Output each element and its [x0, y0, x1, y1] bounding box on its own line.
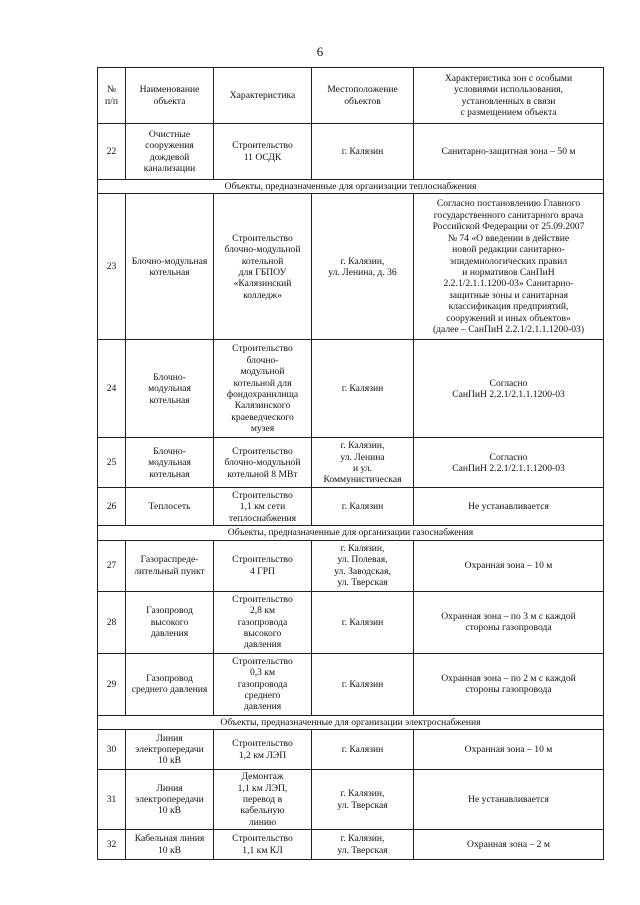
table-row — [98, 730, 604, 770]
table-row — [98, 124, 604, 180]
cell-location: г. Калязин, ул. Тверская — [312, 830, 414, 860]
cell-name: Блочно- модульная котельная — [126, 438, 214, 488]
cell-location: г. Калязин, ул. Ленина и ул. Коммунистическая — [312, 438, 414, 488]
cell-num: 26 — [98, 488, 126, 526]
table-row — [98, 591, 604, 653]
cell-num: 32 — [98, 830, 126, 860]
table-row — [98, 438, 604, 488]
objects-table — [97, 67, 604, 860]
header-name: Наименование объекта — [126, 68, 214, 124]
cell-characteristic: Строительство 1,1 км сети теплоснабжения — [214, 488, 312, 526]
cell-zone: Согласно СанПиН 2.2.1/2.1.1.1200-03 — [414, 438, 604, 488]
cell-name: Теплосеть — [126, 488, 214, 526]
cell-num: 29 — [98, 653, 126, 715]
cell-characteristic: Строительство 11 ОСДК — [214, 124, 312, 180]
cell-characteristic: Строительство 2,8 км газопровода высокого давления — [214, 591, 312, 653]
table-row — [98, 540, 604, 591]
cell-zone: Охранная зона – 10 м — [414, 540, 604, 591]
header-row — [98, 68, 604, 124]
table-row — [98, 653, 604, 715]
section-title: Объекты, предназначенные для организации газоснабжения — [98, 526, 604, 540]
cell-name: Газопровод среднего давления — [126, 653, 214, 715]
cell-name: Кабельная линия 10 кВ — [126, 830, 214, 860]
cell-characteristic: Строительство блочно- модульной котельной для фондохранилища Калязинского краеведческого музея — [214, 340, 312, 438]
section-row — [98, 715, 604, 729]
cell-num: 31 — [98, 770, 126, 830]
cell-zone: Охранная зона – 2 м — [414, 830, 604, 860]
cell-characteristic: Строительство 1,1 км КЛ — [214, 830, 312, 860]
cell-name: Блочно-модульная котельная — [126, 194, 214, 340]
cell-location: г. Калязин — [312, 124, 414, 180]
cell-location: г. Калязин, ул. Полевая, ул. Заводская, ул. Тверская — [312, 540, 414, 591]
cell-zone: Охранная зона – по 3 м с каждой стороны газопровода — [414, 591, 604, 653]
cell-location: г. Калязин — [312, 340, 414, 438]
header-location: Местоположение объектов — [312, 68, 414, 124]
cell-num: 25 — [98, 438, 126, 488]
cell-characteristic: Строительство блочно-модульной котельной 8 МВт — [214, 438, 312, 488]
cell-location: г. Калязин — [312, 488, 414, 526]
cell-zone: Охранная зона – 10 м — [414, 730, 604, 770]
cell-num: 28 — [98, 591, 126, 653]
cell-num: 24 — [98, 340, 126, 438]
cell-characteristic: Строительство 1,2 км ЛЭП — [214, 730, 312, 770]
table-row — [98, 340, 604, 438]
table-row — [98, 830, 604, 860]
cell-location: г. Калязин, ул. Тверская — [312, 770, 414, 830]
cell-zone: Не устанавливается — [414, 770, 604, 830]
cell-location: г. Калязин, ул. Ленина, д. 36 — [312, 194, 414, 340]
cell-location: г. Калязин — [312, 653, 414, 715]
section-title: Объекты, предназначенные для организации теплоснабжения — [98, 180, 604, 194]
cell-name: Линия электропередачи 10 кВ — [126, 770, 214, 830]
table-row — [98, 194, 604, 340]
cell-name: Газораспреде- лительный пункт — [126, 540, 214, 591]
cell-name: Газопровод высокого давления — [126, 591, 214, 653]
cell-num: 22 — [98, 124, 126, 180]
table-row — [98, 770, 604, 830]
table-body — [98, 124, 604, 860]
cell-zone: Согласно постановлению Главного государственного санитарного врача Российской Федерации от 25.09.2007 № 74 «О введении в действие новой редакции санитарно- эпидемиологических правил и нормативов СанПиН 2.2.1/2.1.1.1200-03» Санитарно- защитные зоны и санитарная классификация предприятий, сооружений и иных объектов» (далее – СанПиН 2.2.1/2.1.1.1200-03) — [414, 194, 604, 340]
cell-num: 23 — [98, 194, 126, 340]
cell-zone: Не устанавливается — [414, 488, 604, 526]
cell-name: Линия электропередачи 10 кВ — [126, 730, 214, 770]
header-characteristic: Характеристика — [214, 68, 312, 124]
cell-zone: Санитарно-защитная зона – 50 м — [414, 124, 604, 180]
cell-num: 27 — [98, 540, 126, 591]
cell-num: 30 — [98, 730, 126, 770]
header-num: № п/п — [98, 68, 126, 124]
section-title: Объекты, предназначенные для организации электроснабжения — [98, 715, 604, 729]
header-zones: Характеристика зон с особыми условиями использования, установленных в связи с размещением объекта — [414, 68, 604, 124]
cell-name: Блочно- модульная котельная — [126, 340, 214, 438]
cell-characteristic: Строительство 0,3 км газопровода среднего давления — [214, 653, 312, 715]
table-row — [98, 488, 604, 526]
section-row — [98, 180, 604, 194]
cell-zone: Охранная зона – по 2 м с каждой стороны газопровода — [414, 653, 604, 715]
cell-characteristic: Строительство блочно-модульной котельной для ГБПОУ «Калязинский колледж» — [214, 194, 312, 340]
cell-name: Очистные сооружения дождевой канализации — [126, 124, 214, 180]
section-row — [98, 526, 604, 540]
cell-characteristic: Строительство 4 ГРП — [214, 540, 312, 591]
page-number: 6 — [316, 44, 324, 59]
cell-location: г. Калязин — [312, 591, 414, 653]
cell-characteristic: Демонтаж 1,1 км ЛЭП, перевод в кабельную линию — [214, 770, 312, 830]
cell-location: г. Калязин — [312, 730, 414, 770]
cell-zone: Согласно СанПиН 2.2.1/2.1.1.1200-03 — [414, 340, 604, 438]
